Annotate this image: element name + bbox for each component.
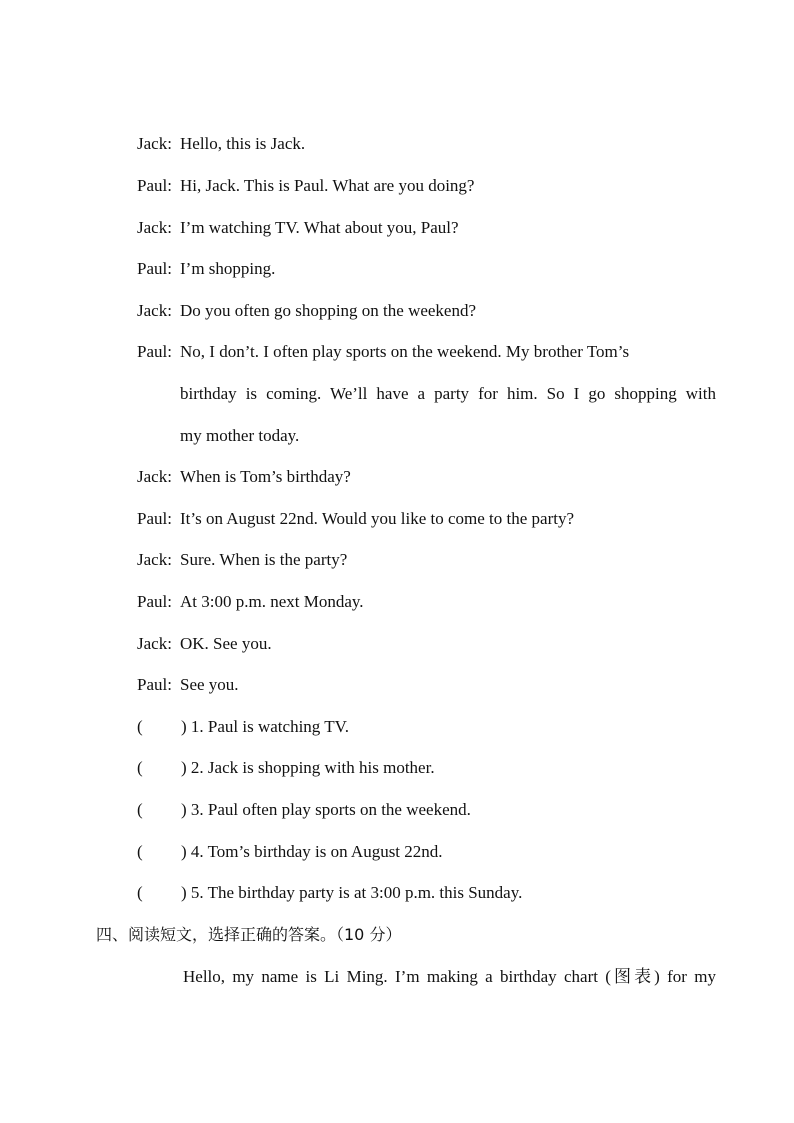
speaker-label: Jack: [137, 301, 172, 320]
question-text: ) 3. Paul often play sports on the weekend. [181, 800, 471, 819]
answer-blank[interactable]: ( [137, 842, 143, 861]
dialogue-text: See you. [180, 675, 239, 694]
speaker-label: Jack: [137, 550, 172, 569]
speaker-label: Paul: [137, 592, 172, 611]
question-item [137, 842, 443, 862]
dialogue-text: Hi, Jack. This is Paul. What are you doing? [180, 176, 475, 195]
dialogue-text: It’s on August 22nd. Would you like to come to the party? [180, 509, 574, 528]
dialogue-line [137, 176, 474, 196]
dialogue-text: Do you often go shopping on the weekend? [180, 301, 477, 320]
question-item [137, 717, 349, 737]
section-heading: 四、阅读短文，选择正确的答案。（10 分） [96, 925, 402, 944]
question-item [137, 800, 471, 820]
dialogue-line [137, 301, 476, 321]
reading-passage-line: Hello, my name is Li Ming. I’m making a birthday chart (图表) for my [183, 967, 716, 986]
dialogue-line [137, 259, 275, 279]
dialogue-line [137, 675, 239, 695]
speaker-label: Paul: [137, 259, 172, 278]
speaker-label: Paul: [137, 509, 172, 528]
speaker-label: Paul: [137, 176, 172, 195]
speaker-label: Jack: [137, 634, 172, 653]
dialogue-continuation-line: birthday is coming. We’ll have a party for him. So I go shopping with [180, 384, 716, 403]
speaker-label: Paul: [137, 342, 172, 361]
dialogue-line [137, 550, 347, 570]
dialogue-line [137, 634, 272, 654]
question-item [137, 758, 435, 778]
dialogue-continuation-line: my mother today. [180, 426, 300, 445]
answer-blank[interactable]: ( [137, 717, 143, 736]
speaker-label: Paul: [137, 675, 172, 694]
dialogue-line [137, 592, 364, 612]
question-text: ) 2. Jack is shopping with his mother. [181, 758, 435, 777]
dialogue-text: Hello, this is Jack. [180, 134, 306, 153]
dialogue-text: OK. See you. [180, 634, 272, 653]
speaker-label: Jack: [137, 467, 172, 486]
dialogue-text: No, I don’t. I often play sports on the weekend. My brother Tom’s [180, 342, 630, 361]
question-text: ) 4. Tom’s birthday is on August 22nd. [181, 842, 443, 861]
dialogue-text: I’m watching TV. What about you, Paul? [180, 218, 459, 237]
dialogue-text: When is Tom’s birthday? [180, 467, 351, 486]
dialogue-line [137, 218, 459, 238]
question-item [137, 883, 522, 903]
answer-blank[interactable]: ( [137, 883, 143, 902]
dialogue-line [137, 134, 305, 154]
speaker-label: Jack: [137, 218, 172, 237]
dialogue-text: At 3:00 p.m. next Monday. [180, 592, 364, 611]
answer-blank[interactable]: ( [137, 758, 143, 777]
speaker-label: Jack: [137, 134, 172, 153]
dialogue-line [137, 342, 629, 362]
answer-blank[interactable]: ( [137, 800, 143, 819]
dialogue-text: I’m shopping. [180, 259, 276, 278]
question-text: ) 5. The birthday party is at 3:00 p.m. this Sunday. [181, 883, 523, 902]
dialogue-text: Sure. When is the party? [180, 550, 348, 569]
dialogue-line [137, 467, 351, 487]
question-text: ) 1. Paul is watching TV. [181, 717, 349, 736]
dialogue-line [137, 509, 574, 529]
